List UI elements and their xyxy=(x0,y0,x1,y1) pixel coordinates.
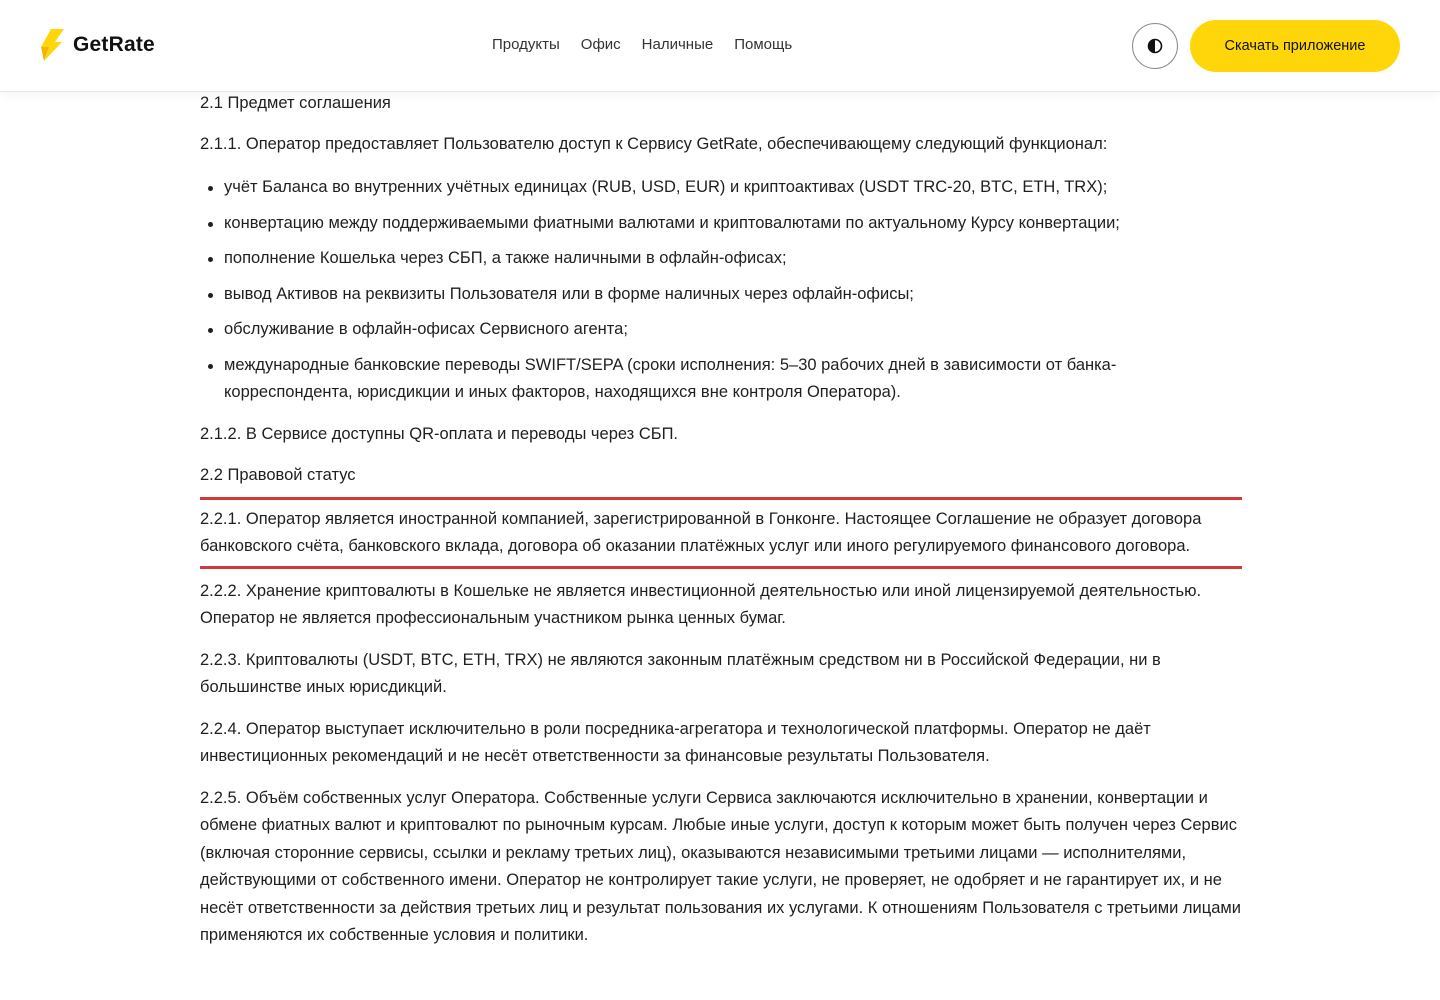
highlighted-paragraph-2-2-1 xyxy=(200,497,1242,569)
nav-help[interactable]: Помощь xyxy=(734,36,793,53)
agreement-content xyxy=(200,92,1242,950)
features-list xyxy=(200,174,1242,407)
top-header xyxy=(0,0,1440,92)
paragraph-2-2-3: 2.2.3. Криптовалюты (USDT, BTC, ETH, TRX) не являются законным платёжным средством ни в Российской Федерации, ни в большинстве иных юрисдикций. xyxy=(200,650,1161,696)
list-item: учёт Баланса во внутренних учётных единицах (RUB, USD, EUR) и криптоактивах (USDT TRC-20, BTC, ETH, TRX); xyxy=(200,174,1242,202)
nav-cash[interactable]: Наличные xyxy=(641,36,714,53)
theme-toggle-button[interactable] xyxy=(1132,23,1178,69)
paragraph-2-2-2: 2.2.2. Хранение криптовалюты в Кошельке не является инвестиционной деятельностью или иной лицензируемой деятельностью. Оператор не является профессиональным участником рынка ценных бумаг. xyxy=(200,581,1202,627)
section-2-1-title: 2.1 Предмет соглашения xyxy=(200,94,391,112)
section-2-2-title: 2.2 Правовой статус xyxy=(200,466,356,484)
paragraph-2-2-4: 2.2.4. Оператор выступает исключительно в роли посредника-агрегатора и технологической платформы. Оператор не даёт инвестиционных рекомендаций и не несёт ответственности за финансовые результаты Пользователя. xyxy=(200,719,1151,765)
list-item: пополнение Кошелька через СБП, а также наличными в офлайн-офисах; xyxy=(200,245,1242,273)
list-item: обслуживание в офлайн-офисах Сервисного агента; xyxy=(200,316,1242,344)
paragraph-2-2-5: 2.2.5. Объём собственных услуг Оператора. Собственные услуги Сервиса заключаются исключительно в хранении, конвертации и обмене фиатных валют и криптовалют по рыночным курсам. Любые иные услуги, доступ к которым может быть получен через Сервис (включая сторонние сервисы, ссылки и рекламу третьих лиц), оказываются независимыми третьими лицами — исполнителями, действующими от собственного имени. Оператор не контролирует такие услуги, не проверяет, не одобряет и не гарантирует их, и не несёт ответственности за действия третьих лиц и результат пользования их услугами. К отношениям Пользователя с третьими лицами применяются их собственные условия и политики. xyxy=(200,788,1241,944)
paragraph-2-2-1: 2.2.1. Оператор является иностранной компанией, зарегистрированной в Гонконге. Настоящее Соглашение не образует договора банковского счёта, банковского вклада, договора об оказании платёжных услуг или иного регулируемого финансового договора. xyxy=(200,509,1202,555)
nav-office[interactable]: Офис xyxy=(580,36,621,53)
nav-products[interactable]: Продукты xyxy=(492,36,560,53)
paragraph-2-1-2: 2.1.2. В Сервисе доступны QR-оплата и переводы через СБП. xyxy=(200,424,679,443)
list-item: конвертацию между поддерживаемыми фиатными валютами и криптовалютами по актуальному Курсу конвертации; xyxy=(200,210,1242,238)
list-item: вывод Активов на реквизиты Пользователя или в форме наличных через офлайн-офисы; xyxy=(200,281,1242,309)
main-nav xyxy=(492,36,792,53)
getrate-logo[interactable] xyxy=(40,29,155,61)
half-circle-contrast-icon xyxy=(1147,38,1163,54)
logo-text: GetRate xyxy=(73,33,155,56)
download-app-button[interactable]: Скачать приложение xyxy=(1190,20,1400,72)
getrate-logo-icon xyxy=(40,29,65,61)
paragraph-2-1-1: 2.1.1. Оператор предоставляет Пользователю доступ к Сервису GetRate, обеспечивающему следующий функционал: xyxy=(200,134,1108,153)
list-item: международные банковские переводы SWIFT/SEPA (сроки исполнения: 5–30 рабочих дней в зависимости от банка-корреспондента, юрисдикции и иных факторов, находящихся вне контроля Оператора). xyxy=(200,352,1242,407)
